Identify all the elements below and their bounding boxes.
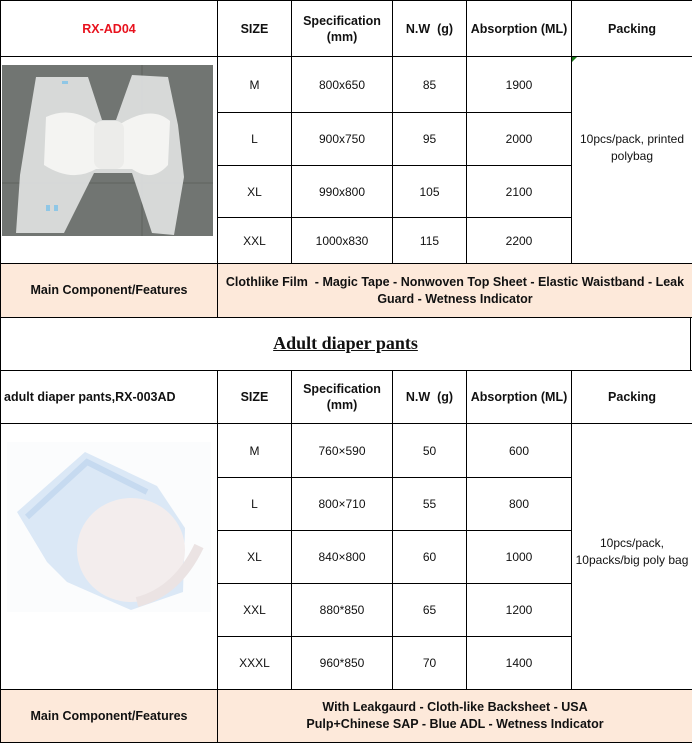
size-cell: XL [218,166,292,218]
size-cell: M [218,424,292,478]
features-label: Main Component/Features [1,264,218,318]
table-row [1,424,692,478]
absorption-cell: 800 [467,478,572,531]
spec-cell: 840×800 [292,531,393,584]
spec-cell: 960*850 [292,637,393,690]
spec-cell: 760×590 [292,424,393,478]
nw-cell: 60 [393,531,467,584]
product1-packing [572,57,692,264]
diaper-pants-image-icon [7,442,211,612]
product2-packing [572,424,692,690]
product2-photo-cell [1,424,218,690]
spec-cell: 990x800 [292,166,393,218]
nw-cell: 105 [393,166,467,218]
product1-header-row [1,1,692,57]
product2-packing-text: 10pcs/pack, 10packs/big poly bag [575,535,689,567]
absorption-cell: 1000 [467,531,572,584]
nw-cell: 65 [393,584,467,637]
product2-model: adult diaper pants,RX-003AD [1,371,218,424]
spec-cell: 1000x830 [292,218,393,264]
product2-features [218,690,692,743]
spec-cell: 800x650 [292,57,393,113]
features-label: Main Component/Features [1,690,218,743]
absorption-cell: 1200 [467,584,572,637]
product2-spec-table [0,370,692,743]
nw-cell: 50 [393,424,467,478]
product1-features-row [1,264,692,318]
product2-features-text: With Leakgaurd - Cloth-like Backsheet - USA Pulp+Chinese SAP - Blue ADL - Wetness Indicator [306,700,604,731]
col-absorption-header: Absorption (ML) [467,1,572,57]
nw-cell: 95 [393,113,467,166]
nw-cell: 70 [393,637,467,690]
absorption-cell: 2200 [467,218,572,264]
col-nw-header: N.W (g) [393,371,467,424]
comment-indicator-icon [572,57,577,62]
absorption-cell: 2000 [467,113,572,166]
section-title-row [0,317,691,370]
spec-cell: 880*850 [292,584,393,637]
size-cell: L [218,478,292,531]
product2-features-row [1,690,692,743]
product1-model: RX-AD04 [1,1,218,57]
col-absorption-header: Absorption (ML) [467,371,572,424]
product1-photo-cell [1,57,218,264]
size-cell: XXXL [218,637,292,690]
size-cell: L [218,113,292,166]
nw-cell: 85 [393,57,467,113]
size-cell: XL [218,531,292,584]
spec-cell: 800×710 [292,478,393,531]
col-size-header: SIZE [218,1,292,57]
spec-cell: 900x750 [292,113,393,166]
col-size-header: SIZE [218,371,292,424]
col-nw-header: N.W (g) [393,1,467,57]
diaper-image-icon [2,65,213,236]
absorption-cell: 1400 [467,637,572,690]
size-cell: XXL [218,218,292,264]
product1-spec-table [0,0,692,318]
table-row [1,57,692,113]
nw-cell: 115 [393,218,467,264]
product1-features: Clothlike Film - Magic Tape - Nonwoven Top Sheet - Elastic Waistband - Leak Guard - Wetness Indicator [218,264,692,318]
absorption-cell: 2100 [467,166,572,218]
size-cell: M [218,57,292,113]
adult-diaper-pants-photo [7,442,211,612]
col-spec-header: Specification (mm) [292,1,393,57]
product1-packing-text: 10pcs/pack, printed polybag [579,132,685,163]
nw-cell: 55 [393,478,467,531]
col-spec-header: Specification (mm) [292,371,393,424]
product2-header-row [1,371,692,424]
col-packing-header: Packing [572,1,692,57]
size-cell: XXL [218,584,292,637]
col-packing-header: Packing [572,371,692,424]
absorption-cell: 1900 [467,57,572,113]
absorption-cell: 600 [467,424,572,478]
section-title: Adult diaper pants [273,333,418,353]
adult-diaper-open-photo [2,65,213,236]
